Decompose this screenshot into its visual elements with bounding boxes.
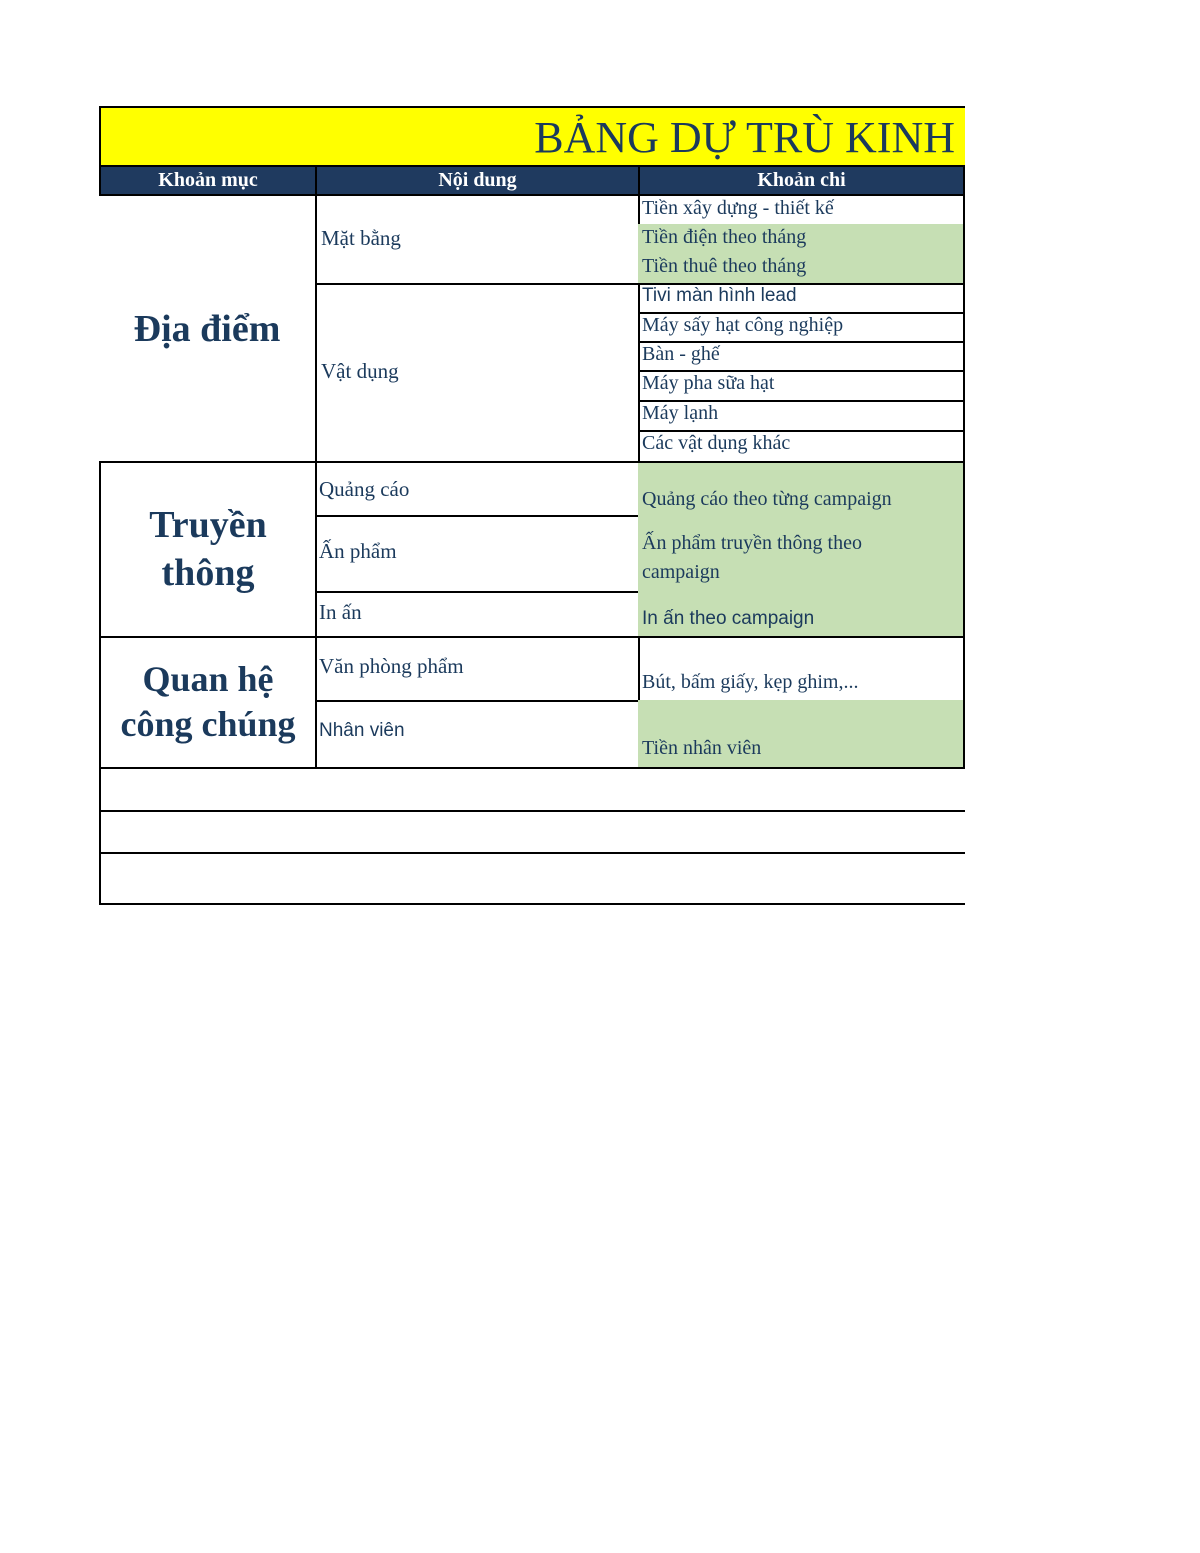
- content-cell: [315, 591, 640, 638]
- content-label: Mặt bằng: [321, 226, 401, 250]
- category-quan-he-cong-chung: [99, 636, 317, 769]
- table-title: BẢNG DỰ TRÙ KINH: [534, 113, 955, 162]
- content-label: Nhân viên: [319, 720, 405, 741]
- expense-cell: [638, 515, 965, 593]
- expense-label: Máy pha sữa hạt: [642, 372, 775, 394]
- expense-label: Máy lạnh: [642, 402, 719, 424]
- expense-label: Bàn - ghế: [642, 343, 720, 365]
- title-bar: [99, 106, 965, 165]
- content-cell: [315, 700, 640, 769]
- content-label: In ấn: [319, 600, 362, 624]
- expense-cell: [638, 370, 965, 402]
- expense-cell: [638, 430, 965, 463]
- expense-label: Tiền điện theo tháng: [642, 226, 807, 248]
- expense-label: Tivi màn hình lead: [642, 285, 797, 306]
- expense-cell: [638, 591, 965, 638]
- expense-cell: [638, 400, 965, 432]
- expense-cell: [638, 461, 965, 517]
- content-label: Quảng cáo: [319, 477, 410, 501]
- expense-cell: [638, 224, 965, 255]
- expense-label: Quảng cáo theo từng campaign: [642, 488, 892, 510]
- content-cell: [315, 196, 640, 285]
- empty-row: [99, 767, 965, 812]
- category-label: Truyền thông: [149, 504, 267, 594]
- expense-label: Các vật dụng khác: [642, 432, 791, 454]
- expense-cell: [638, 196, 965, 226]
- content-cell: [315, 461, 640, 517]
- content-label: Ấn phẩm: [319, 539, 397, 563]
- expense-label: Máy sấy hạt công nghiệp: [642, 314, 844, 336]
- content-cell: [315, 515, 640, 593]
- category-dia-diem: [99, 196, 317, 463]
- expense-label: Bút, bấm giấy, kẹp ghim,...: [642, 671, 859, 693]
- header-khoan-chi: Khoản chi: [638, 165, 965, 196]
- empty-row: [99, 852, 965, 905]
- expense-cell: [638, 312, 965, 343]
- expense-cell: [638, 283, 965, 314]
- category-label: Quan hệ công chúng: [120, 658, 296, 744]
- expense-cell: [638, 700, 965, 769]
- category-label: Địa điểm: [133, 307, 281, 350]
- content-label: Vật dụng: [321, 359, 399, 383]
- expense-label: In ấn theo campaign: [642, 608, 815, 629]
- expense-label: Ấn phẩm truyền thông theo campaign: [642, 532, 862, 583]
- category-truyen-thong: [99, 461, 317, 638]
- expense-cell: [638, 341, 965, 372]
- header-noi-dung: Nội dung: [315, 165, 640, 196]
- content-cell: [315, 283, 640, 463]
- expense-label: Tiền thuê theo tháng: [642, 255, 807, 277]
- empty-row: [99, 810, 965, 854]
- header-khoan-muc: Khoản mục: [99, 165, 317, 196]
- content-label: Văn phòng phẩm: [319, 654, 464, 678]
- expense-cell: [638, 636, 965, 702]
- content-cell: [315, 636, 640, 702]
- expense-label: Tiền xây dựng - thiết kế: [642, 197, 834, 219]
- expense-cell: [638, 253, 965, 285]
- expense-label: Tiền nhân viên: [642, 737, 762, 759]
